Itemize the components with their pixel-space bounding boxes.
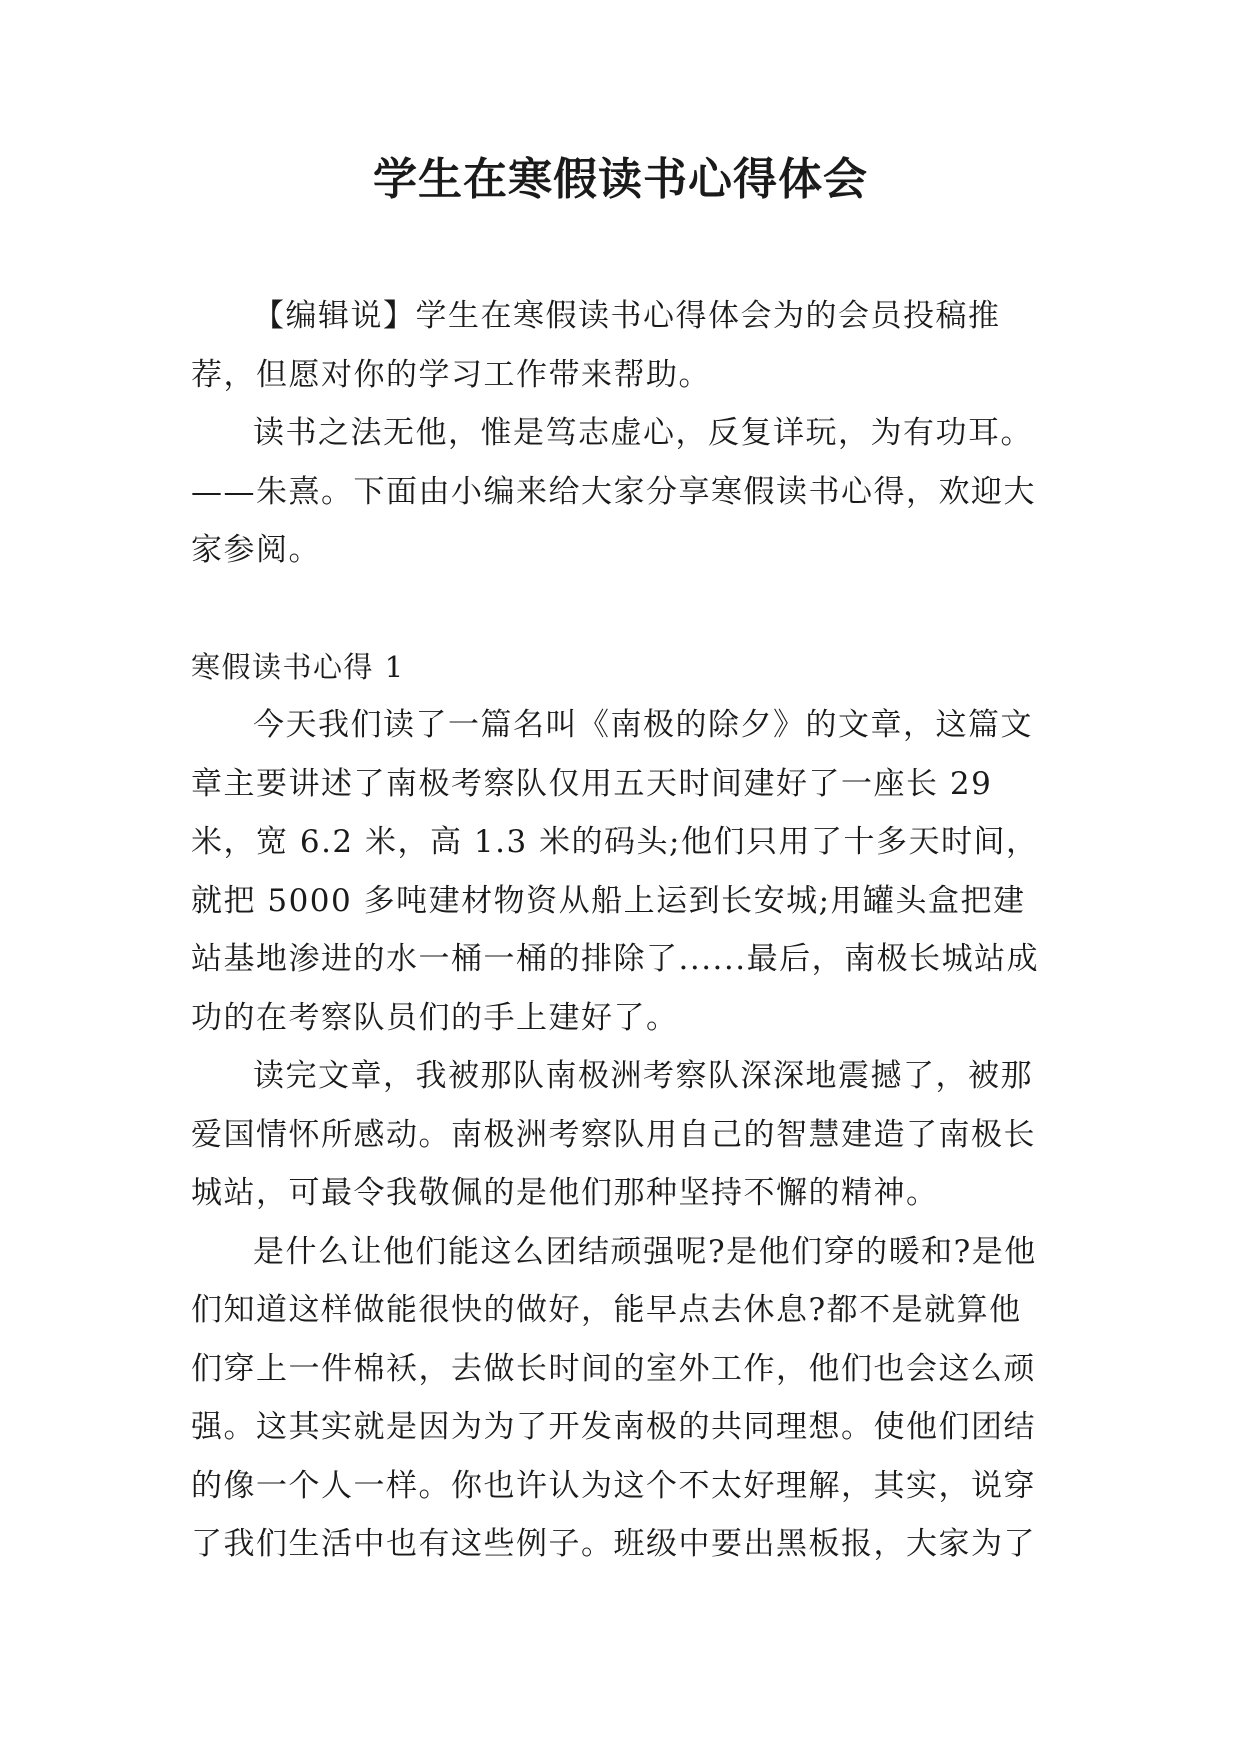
intro-paragraph-editor-note: 【编辑说】学生在寒假读书心得体会为的会员投稿推荐，但愿对你的学习工作带来帮助。 [191, 298, 1001, 393]
section-heading: 寒假读书心得 1 [191, 649, 405, 684]
blank-line [191, 580, 1051, 638]
section-paragraph-3: 是什么让他们能这么团结顽强呢?是他们穿的暖和?是他们知道这样做能很快的做好，能早点去休息?都不是就算他们穿上一件棉袄，去做长时间的室外工作，他们也会这么顽强。这其实就是因为为了开发南极的共同理想。使他们团结的像一个人一样。你也许认为这个不太好理解，其实，说穿了我们生活中也有这些例子。班级中要出黑板报，大家为了 [191, 1233, 1037, 1562]
document-title: 学生在寒假读书心得体会 [373, 154, 868, 205]
document-body [191, 287, 1051, 1574]
section-paragraph-2: 读完文章，我被那队南极洲考察队深深地震撼了，被那爱国情怀所感动。南极洲考察队用自己的智慧建造了南极长城站，可最令我敬佩的是他们那种坚持不懈的精神。 [191, 1058, 1036, 1211]
section-paragraph-1: 今天我们读了一篇名叫《南极的除夕》的文章，这篇文章主要讲述了南极考察队仅用五天时间建好了一座长 29 米，宽 6.2 米，高 1.3 米的码头;他们只用了十多天时间，就把 5000 多吨建材物资从船上运到长安城;用罐头盒把建站基地渗进的水一桶一桶的排除了......最后，南极长城站成功的在考察队员们的手上建好了。 [191, 707, 1040, 1036]
intro-paragraph-quote: 读书之法无他，惟是笃志虚心，反复详玩，为有功耳。——朱熹。下面由小编来给大家分享寒假读书心得，欢迎大家参阅。 [191, 415, 1036, 568]
